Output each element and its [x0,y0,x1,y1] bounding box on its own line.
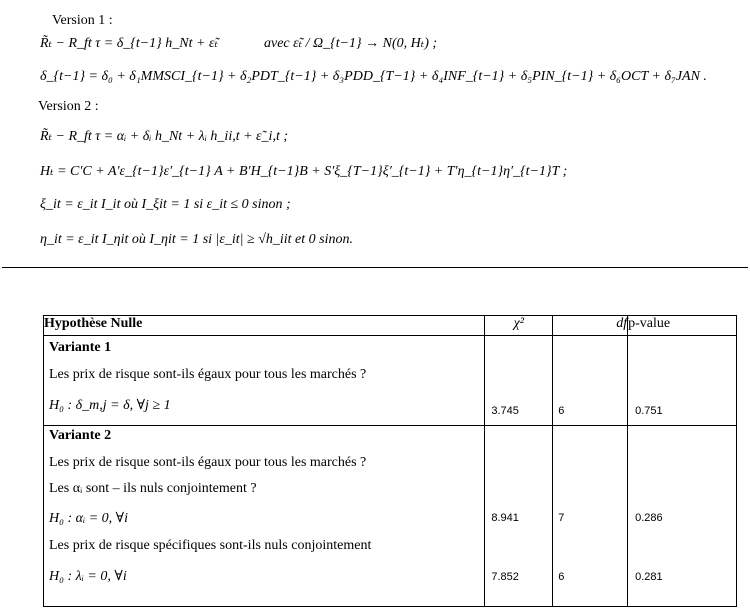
separator-rule [2,267,748,268]
variante1-chi2: 3.745 [491,405,519,417]
variante2-chi2-lambda: 7.852 [491,571,519,583]
variante2-chi2-alpha: 8.941 [491,512,519,524]
variante1-hypothesis-cell [44,336,485,426]
variante1-h0: H₀ : δ_m,j = δ, ∀j ≥ 1 [49,398,171,413]
variante2-df-lambda: 6 [558,571,565,583]
header-df: df [553,316,628,336]
variante2-question: Les prix de risque sont-ils égaux pour tous les marchés ? [49,455,367,470]
hypothesis-test-table [43,315,737,607]
variante1-pvalue: 0.751 [635,405,663,417]
variante2-hypothesis-cell [44,426,485,607]
v2-equation-xi: ξ_it = ε_it I_it où I_ξit = 1 si ε_it ≤ 0 sinon ; [40,197,291,212]
variante2-title: Variante 2 [49,428,112,443]
table-row-variante2 [44,426,737,607]
variante1-title: Variante 1 [49,340,112,355]
header-chi2: χ² [485,316,553,336]
v2-equation-returns: R̃ₜ − R_ft τ = αᵢ + δᵢ h_Nt + λᵢ h_ii,t + ε̃_i,t ; [40,129,289,144]
table-header-row [44,316,737,336]
header-pvalue: p-value [628,316,737,336]
v1-equation-conditional: avec ε̃ₜ / Ω_{t−1} → N(0, Hₜ) ; [264,36,438,51]
v1-equation-delta: δ_{t−1} = δ₀ + δ₁MMSCI_{t−1} + δ₂PDT_{t−1} + δ₃PDD_{T−1} + δ₄INF_{t−1} + δ₅PIN_{t−1} + δ₆OCT + δ₇JAN . [40,69,707,84]
variante2-h0-alpha: H₀ : αᵢ = 0, ∀i [49,511,128,526]
variante2-h0-lambda: H₀ : λᵢ = 0, ∀i [49,569,127,584]
variante2-question-alpha: Les αᵢ sont – ils nuls conjointement ? [49,481,257,496]
v1-equation-returns: R̃ₜ − R_ft τ = δ_{t−1} h_Nt + ε̃ₜ [40,36,218,51]
variante2-pvalue-alpha: 0.286 [635,512,663,524]
header-hypothesis: Hypothèse Nulle [44,316,485,336]
variante1-question: Les prix de risque sont-ils égaux pour tous les marchés ? [49,367,367,382]
version1-label: Version 1 : [52,13,113,28]
variante2-pvalue-lambda: 0.281 [635,571,663,583]
variante2-question-lambda: Les prix de risque spécifiques sont-ils nuls conjointement [49,538,372,553]
v2-equation-eta: η_it = ε_it I_ηit où I_ηit = 1 si |ε_it| ≥ √h_iit et 0 sinon. [40,232,353,247]
v2-equation-covariance: Hₜ = C′C + A′ε_{t−1}ε′_{t−1} A + B′H_{t−1}B + S′ξ_{T−1}ξ′_{t−1} + T′η_{t−1}η′_{t−1}T ; [40,164,568,179]
variante2-df-alpha: 7 [558,512,565,524]
version2-label: Version 2 : [38,99,99,114]
table-row-variante1 [44,336,737,426]
variante1-df: 6 [558,405,565,417]
